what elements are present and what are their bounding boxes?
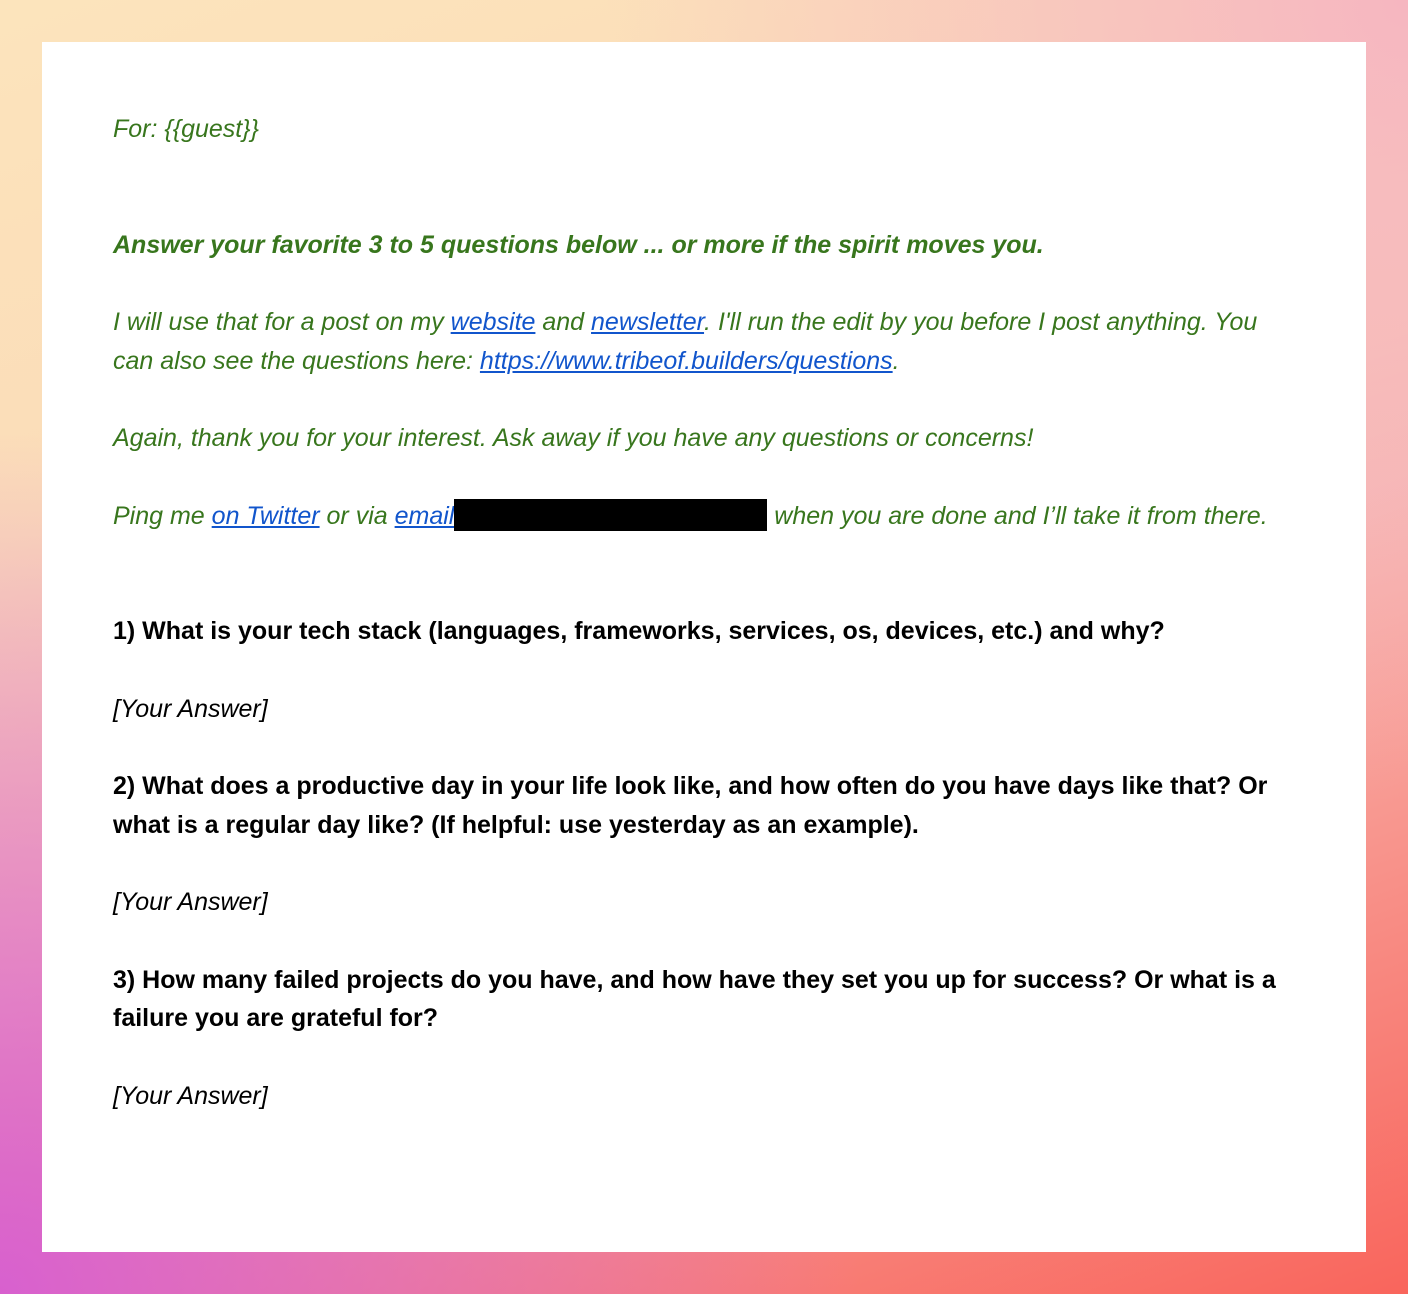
- question-1: 1) What is your tech stack (languages, frameworks, services, os, devices, etc.) and why?: [113, 617, 1165, 645]
- newsletter-link[interactable]: newsletter: [591, 308, 705, 336]
- email-link[interactable]: email: [394, 501, 455, 530]
- ping-text-2: or via: [319, 501, 395, 530]
- ping-text-1: Ping me: [113, 501, 212, 530]
- answer-placeholder-2: [Your Answer]: [113, 888, 268, 916]
- question-3: 3) How many failed projects do you have, and how have they set you up for success? Or what is a failure you are grateful for?: [113, 965, 1276, 1032]
- usage-text-3: . I'll run the edit by you before I post anything. You can also see the questions here:: [113, 308, 1258, 375]
- usage-text-4: .: [892, 346, 900, 375]
- website-link[interactable]: website: [450, 308, 536, 336]
- document-page: [42, 42, 1366, 1252]
- usage-text-1: I will use that for a post on my: [113, 308, 451, 336]
- question-2: 2) What does a productive day in your life look like, and how often do you have days like that? Or what is a regular day like? (If helpful: use yesterday as an example).: [113, 772, 1268, 839]
- ping-paragraph: [113, 497, 1303, 536]
- ping-text-3: when you are done and I’ll take it from there.: [767, 501, 1268, 530]
- for-guest-line: For: {{guest}}: [113, 115, 259, 143]
- twitter-link[interactable]: on Twitter: [211, 501, 320, 530]
- questions-url-link[interactable]: https://www.tribeof.builders/questions: [479, 346, 893, 375]
- headline: Answer your favorite 3 to 5 questions below ... or more if the spirit moves you.: [113, 230, 1044, 259]
- answer-placeholder-1: [Your Answer]: [113, 694, 268, 723]
- redacted-email-box: [454, 499, 767, 531]
- usage-text-2: and: [535, 308, 592, 336]
- answer-placeholder-3: [Your Answer]: [113, 1081, 268, 1110]
- usage-paragraph: [113, 303, 1303, 380]
- thanks-paragraph: Again, thank you for your interest. Ask away if you have any questions or concerns!: [113, 424, 1034, 452]
